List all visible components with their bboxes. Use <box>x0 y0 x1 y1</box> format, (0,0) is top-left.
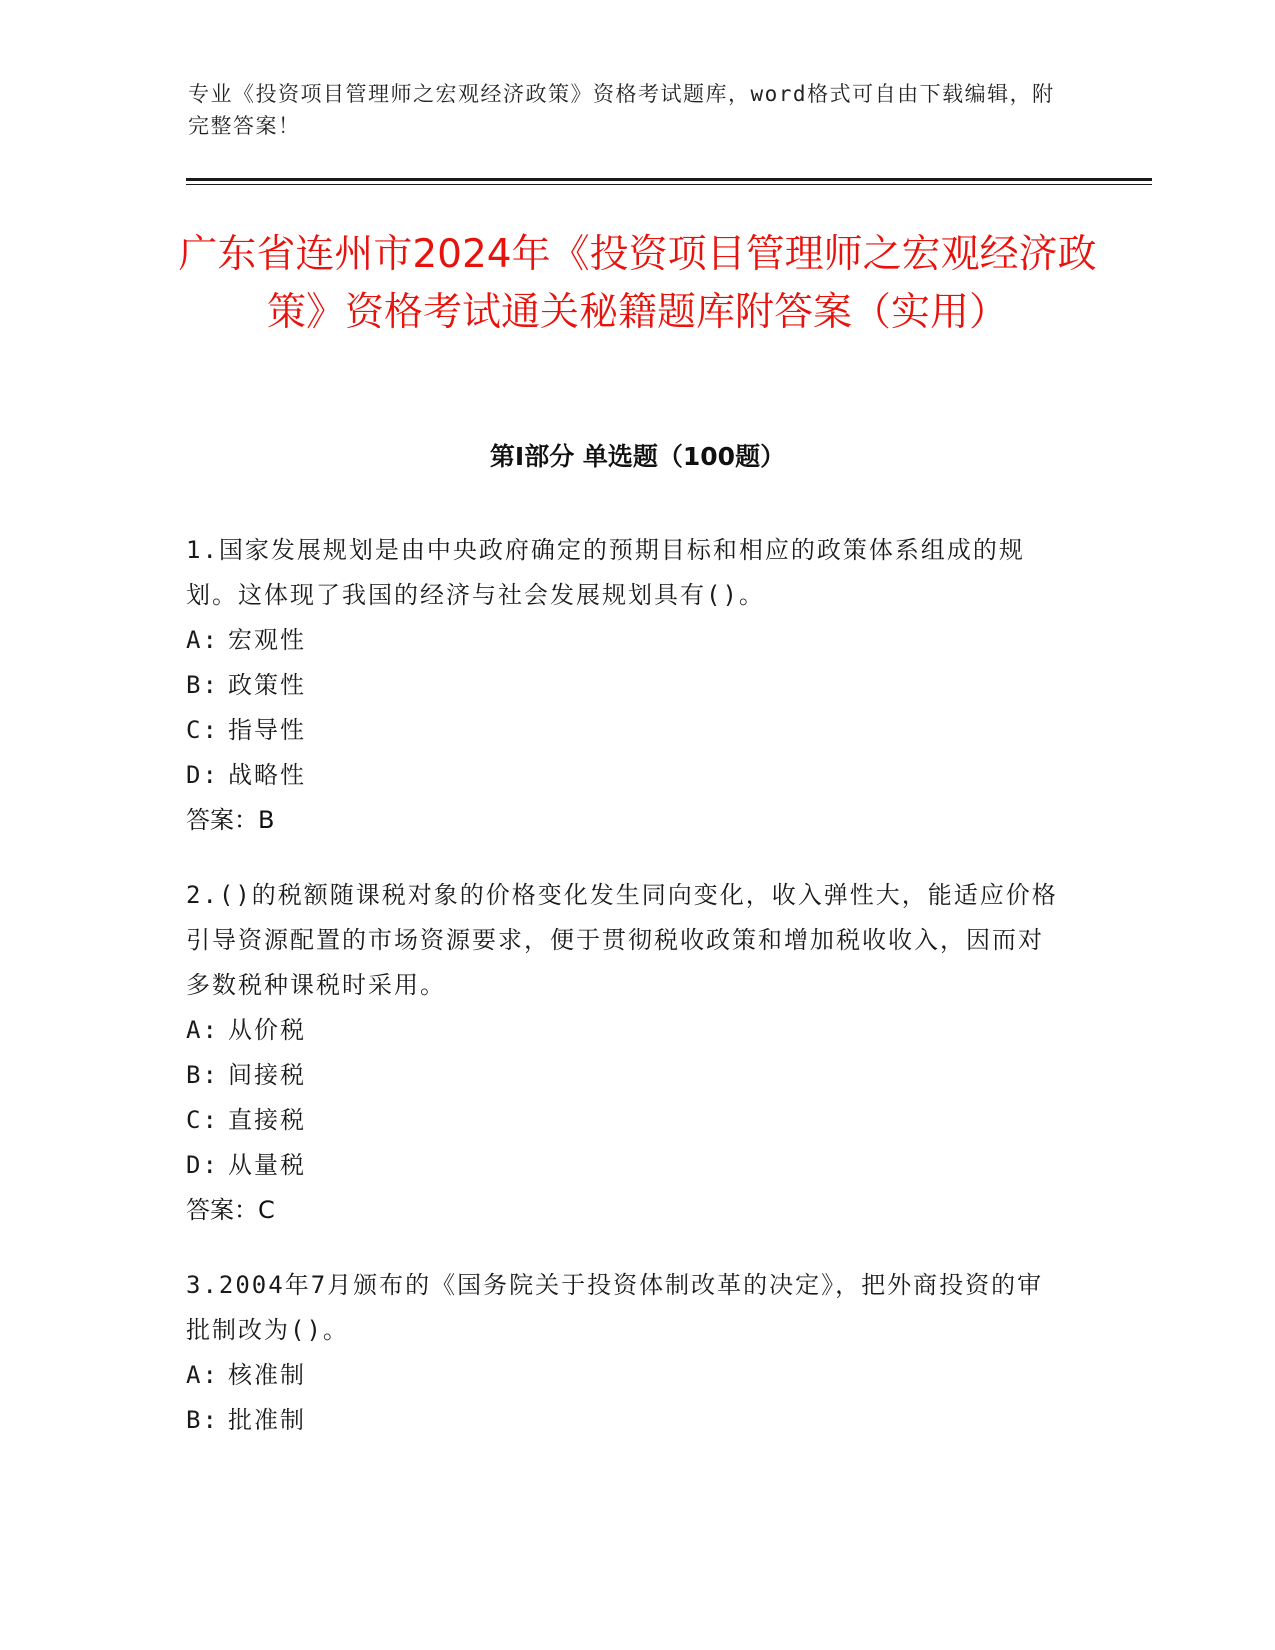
option-c <box>186 708 1066 753</box>
option-key: D: <box>186 1151 219 1179</box>
answer-line: 答案：B <box>186 806 275 834</box>
option-text: 核准制 <box>228 1361 306 1389</box>
option-key: A: <box>186 626 219 654</box>
option-c <box>186 1098 1066 1143</box>
option-a <box>186 1008 1066 1053</box>
option-key: A: <box>186 1361 219 1389</box>
section-heading: 第I部分 单选题（100题） <box>489 442 786 471</box>
option-text: 宏观性 <box>228 626 306 654</box>
option-key: A: <box>186 1016 219 1044</box>
option-b <box>186 1053 1066 1098</box>
option-d <box>186 753 1066 798</box>
option-key: B: <box>186 1406 219 1434</box>
question-text: 1.国家发展规划是由中央政府确定的预期目标和相应的政策体系组成的规划。这体现了我国的经济与社会发展规划具有()。 <box>186 536 1025 609</box>
header-rule-thin <box>186 184 1152 185</box>
option-text: 政策性 <box>228 671 306 699</box>
option-b <box>186 663 1066 708</box>
option-key: D: <box>186 761 219 789</box>
document-header-note: 专业《投资项目管理师之宏观经济政策》资格考试题库，word格式可自由下载编辑，附完整答案！ <box>188 82 1055 138</box>
option-b <box>186 1398 1066 1443</box>
option-key: C: <box>186 1106 219 1134</box>
question-text: 2.()的税额随课税对象的价格变化发生同向变化，收入弹性大，能适应价格引导资源配置的市场资源要求，便于贯彻税收政策和增加税收收入，因而对多数税种课税时采用。 <box>186 881 1058 999</box>
option-a <box>186 618 1066 663</box>
option-text: 从价税 <box>228 1016 306 1044</box>
header-rule-thick <box>186 178 1152 181</box>
option-key: B: <box>186 1061 219 1089</box>
question-1 <box>186 528 1066 843</box>
option-key: C: <box>186 716 219 744</box>
option-key: B: <box>186 671 219 699</box>
option-text: 指导性 <box>228 716 306 744</box>
question-3 <box>186 1263 1066 1443</box>
option-d <box>186 1143 1066 1188</box>
document-title: 广东省连州市2024年《投资项目管理师之宏观经济政策》资格考试通关秘籍题库附答案（实用） <box>178 232 1097 335</box>
option-text: 从量税 <box>228 1151 306 1179</box>
option-text: 战略性 <box>228 761 306 789</box>
option-text: 直接税 <box>228 1106 306 1134</box>
option-a <box>186 1353 1066 1398</box>
question-2 <box>186 873 1066 1233</box>
option-text: 间接税 <box>228 1061 306 1089</box>
option-text: 批准制 <box>228 1406 306 1434</box>
answer-line: 答案：C <box>186 1196 275 1224</box>
question-list <box>186 528 1066 1473</box>
question-text: 3.2004年7月颁布的《国务院关于投资体制改革的决定》，把外商投资的审批制改为()。 <box>186 1271 1044 1344</box>
